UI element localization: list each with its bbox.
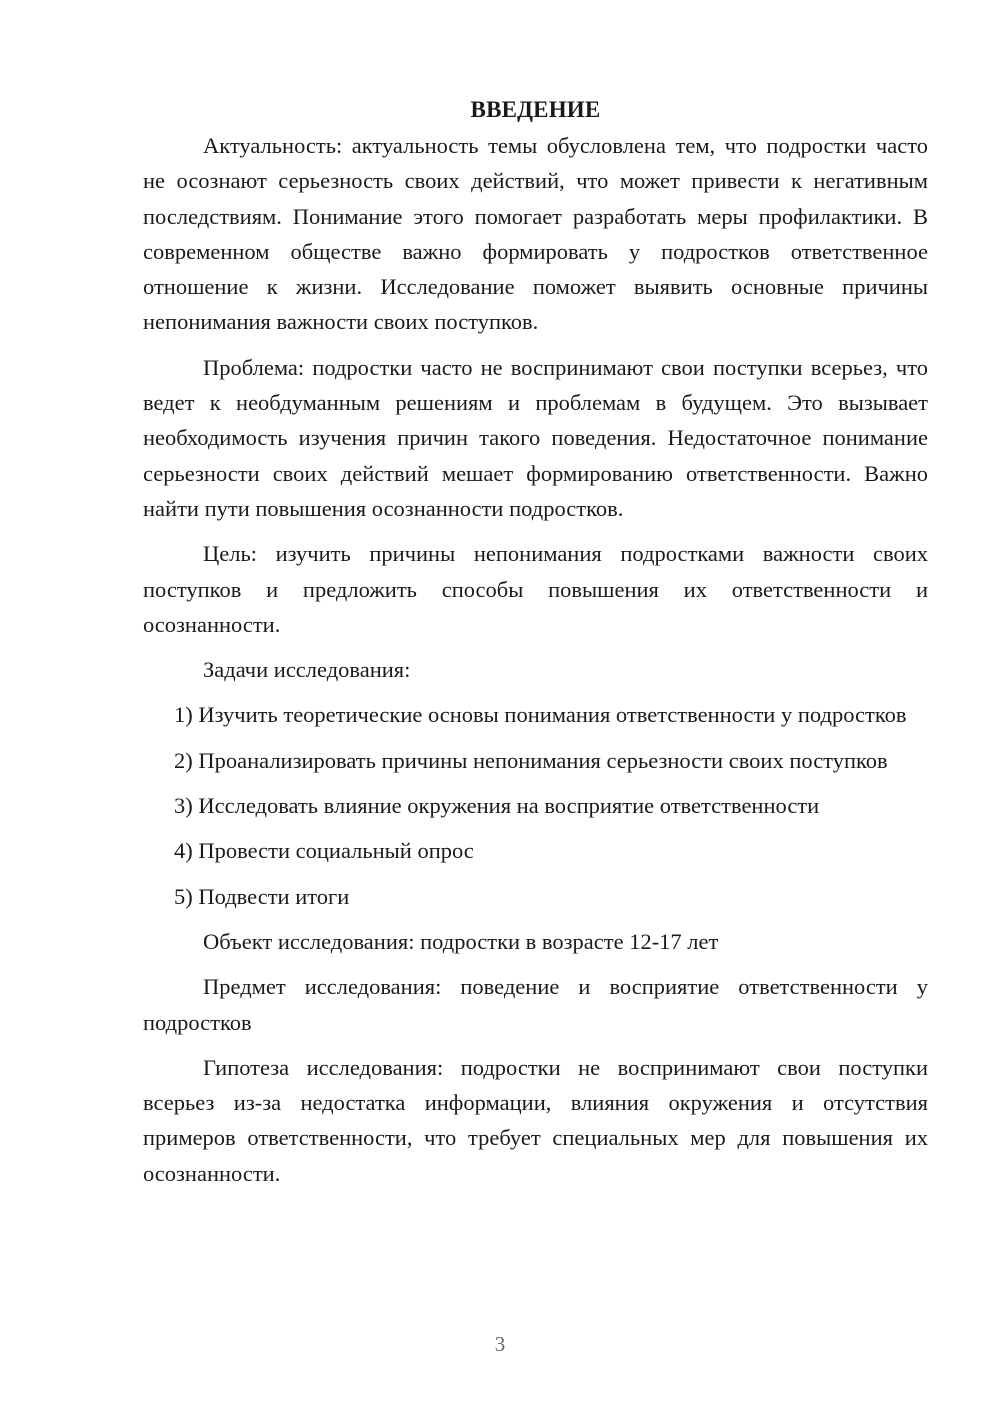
tasks-heading: Задачи исследования:: [203, 657, 411, 683]
object-paragraph: Объект исследования: подростки в возрасте 12-17 лет: [203, 928, 719, 954]
section-title: ВВЕДЕНИЕ: [470, 97, 601, 122]
task-item-3: 3) Исследовать влияние окружения на восприятие ответственности: [174, 793, 820, 819]
task-item-2: 2) Проанализировать причины непонимания серьезности своих поступков: [174, 747, 888, 773]
task-item-5: 5) Подвести итоги: [174, 883, 350, 909]
problem-paragraph: Проблема: подростки часто не воспринимают свои поступки всерьез, что ведет к необдуманным решениям и проблемам в будущем. Это вызывает необходимость изучения причин такого поведения. Недостаточное понимание серьезности своих действий мешает формированию ответственности. Важно найти пути повышения осознанности подростков.: [143, 354, 928, 521]
page-number: 3: [494, 1332, 506, 1356]
task-item-1: 1) Изучить теоретические основы понимания ответственности у подростков: [174, 702, 907, 728]
document-page: [143, 92, 928, 1201]
goal-paragraph: Цель: изучить причины непонимания подростками важности своих поступков и предложить способы повышения их ответственности и осознанности.: [143, 541, 928, 637]
relevance-paragraph: Актуальность: актуальность темы обусловлена тем, что подростки часто не осознают серьезность своих действий, что может привести к негативным последствиям. Понимание этого помогает разработать меры профилактики. В современном обществе важно формировать у подростков ответственное отношение к жизни. Исследование поможет выявить основные причины непонимания важности своих поступков.: [143, 133, 928, 335]
task-item-4: 4) Провести социальный опрос: [174, 838, 474, 864]
hypothesis-paragraph: Гипотеза исследования: подростки не воспринимают свои поступки всерьез из-за недостатка информации, влияния окружения и отсутствия примеров ответственности, что требует специальных мер для повышения их осознанности.: [143, 1054, 928, 1186]
subject-paragraph: Предмет исследования: поведение и восприятие ответственности у подростков: [143, 974, 928, 1035]
